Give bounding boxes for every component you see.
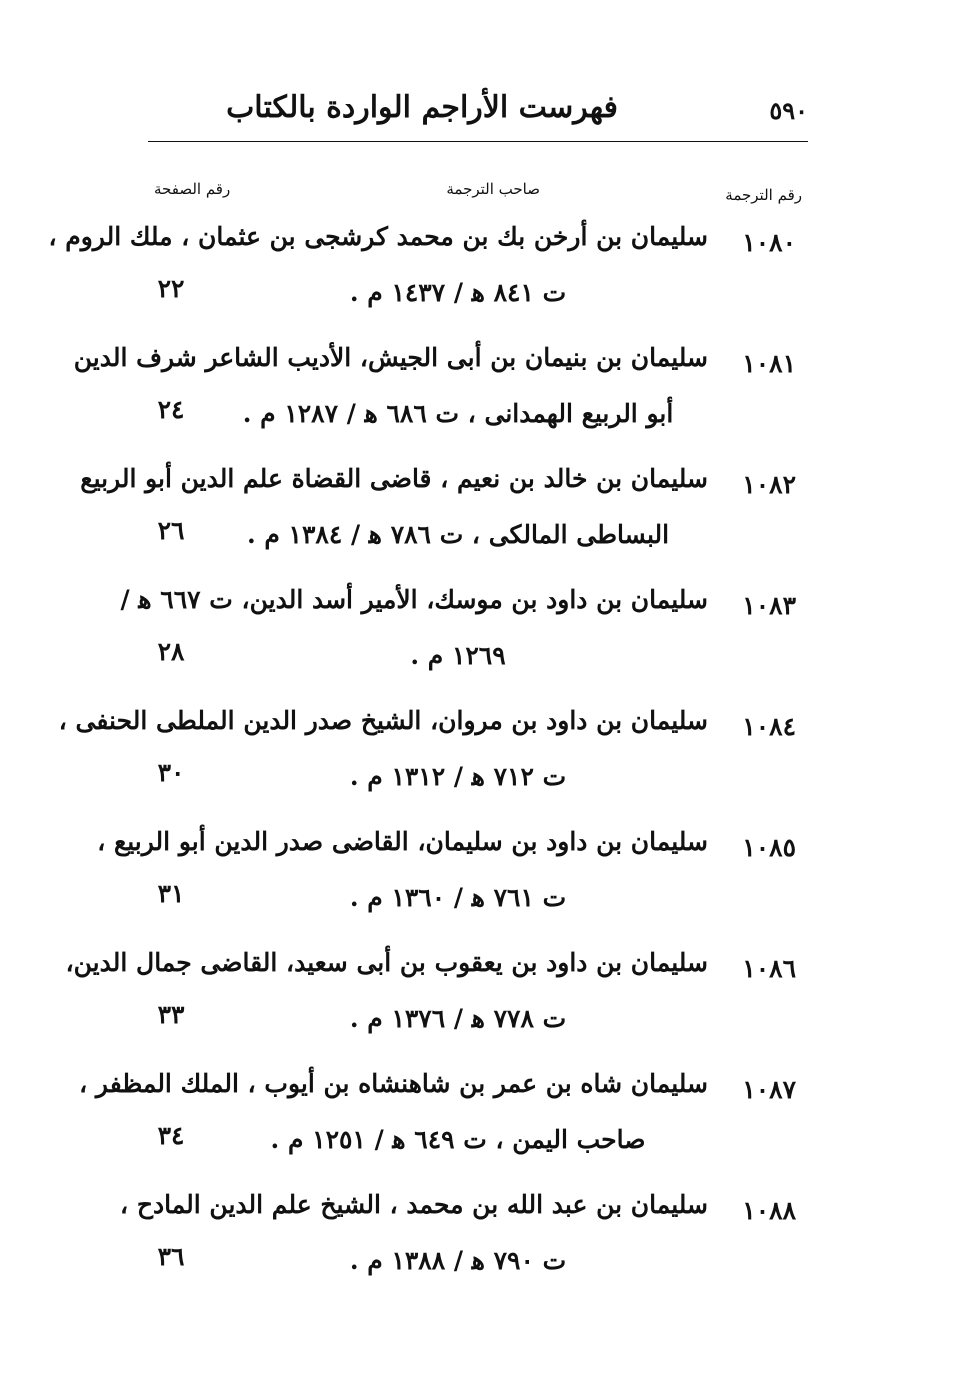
index-entry — [65, 944, 810, 1065]
entry-page-number: ٢٦ — [157, 516, 185, 545]
entry-number: ١٠٨٨ — [742, 1196, 796, 1225]
entry-text-line-1: سليمان بن داود بن مروان، الشيخ صدر الدين الملطى الحنفى ، — [58, 706, 708, 735]
column-headers — [148, 176, 808, 210]
entry-text-line-1: سليمان بن داود بن موسك، الأمير أسد الدين، ت ٦٦٧ ﻫ / — [120, 585, 708, 614]
index-entry — [120, 1186, 810, 1307]
page-header — [148, 80, 808, 142]
entry-page-number: ٣٠ — [157, 758, 185, 787]
header-divider — [148, 141, 808, 142]
entry-text-line-1: سليمان بن داود بن يعقوب بن أبى سعيد، القاضى جمال الدين، — [65, 948, 708, 977]
index-entry — [79, 1065, 810, 1186]
index-entry — [48, 218, 810, 339]
entry-page-number: ٣٦ — [157, 1242, 185, 1271]
entry-text-line-1: سليمان بن بنيمان بن أبى الجيش، الأديب الشاعر شرف الدين — [73, 343, 708, 372]
entry-text-line-2: ١٢٦٩ م . — [410, 641, 506, 670]
page-title: فهرست الأراجم الواردة بالكتاب — [226, 90, 618, 125]
entry-number: ١٠٨٧ — [742, 1075, 796, 1104]
entry-number: ١٠٨٥ — [742, 833, 796, 862]
entry-text-line-2: ت ٧١٢ ﻫ / ١٣١٢ م . — [349, 762, 567, 791]
entry-number: ١٠٨٠ — [742, 228, 796, 257]
entry-text-line-2: أبو الربيع الهمدانى ، ت ٦٨٦ ﻫ / ١٢٨٧ م . — [242, 399, 674, 428]
entry-number: ١٠٨١ — [742, 349, 796, 378]
entry-text-line-1: سليمان بن عبد الله بن محمد ، الشيخ علم الدين المادح ، — [120, 1190, 708, 1219]
entry-page-number: ٣١ — [157, 879, 185, 908]
entry-text-line-2: ت ٧٦١ ﻫ / ١٣٦٠ م . — [349, 883, 567, 912]
entry-page-number: ٣٤ — [157, 1121, 185, 1150]
index-entry — [73, 339, 810, 460]
entry-number: ١٠٨٢ — [742, 470, 796, 499]
entry-page-number: ٢٢ — [157, 274, 185, 303]
entry-text-line-2: ت ٧٧٨ ﻫ / ١٣٧٦ م . — [349, 1004, 567, 1033]
index-entry — [80, 460, 810, 581]
entry-page-number: ٢٤ — [157, 395, 185, 424]
entry-number: ١٠٨٣ — [742, 591, 796, 620]
entry-number: ١٠٨٤ — [742, 712, 796, 741]
column-header-page: رقم الصفحة — [154, 180, 231, 198]
entry-text-line-1: سليمان شاه بن عمر بن شاهنشاه بن أيوب ، الملك المظفر ، — [79, 1069, 708, 1098]
index-entry — [120, 581, 810, 702]
index-entry — [58, 702, 810, 823]
index-entries — [48, 218, 810, 1307]
entry-text-line-2: صاحب اليمن ، ت ٦٤٩ ﻫ / ١٢٥١ م . — [270, 1125, 646, 1154]
entry-text-line-2: ت ٧٩٠ ﻫ / ١٣٨٨ م . — [349, 1246, 567, 1275]
column-header-subject: صاحب الترجمة — [446, 180, 540, 198]
entry-text-line-2: ت ٨٤١ ﻫ / ١٤٣٧ م . — [349, 278, 567, 307]
entry-text-line-2: البساطى المالكى ، ت ٧٨٦ ﻫ / ١٣٨٤ م . — [246, 520, 670, 549]
entry-text-line-1: سليمان بن أرخن بك بن محمد كرشجى بن عثمان ، ملك الروم ، — [48, 222, 708, 251]
entry-text-line-1: سليمان بن خالد بن نعيم ، قاضى القضاة علم الدين أبو الربيع — [80, 464, 708, 493]
entry-page-number: ٣٣ — [157, 1000, 185, 1029]
column-header-entry-number: رقم الترجمة — [725, 186, 802, 204]
index-entry — [97, 823, 810, 944]
entry-text-line-1: سليمان بن داود بن سليمان، القاضى صدر الدين أبو الربيع ، — [97, 827, 708, 856]
entry-number: ١٠٨٦ — [742, 954, 796, 983]
page-number: ٥٩٠ — [769, 96, 808, 125]
entry-page-number: ٢٨ — [157, 637, 185, 666]
